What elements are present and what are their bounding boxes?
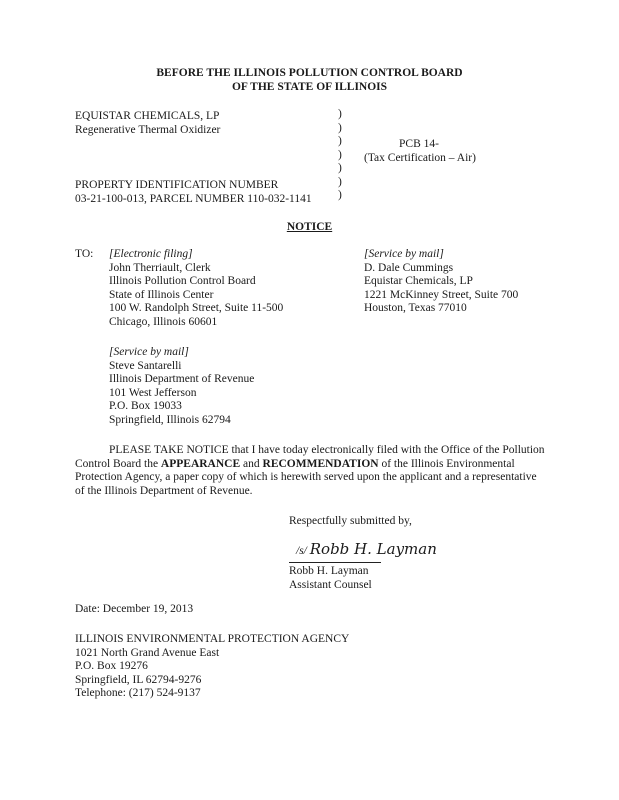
address-line: Chicago, Illinois 60601 (109, 315, 218, 328)
address-line: P.O. Box 19033 (109, 400, 182, 412)
board-title: BEFORE THE ILLINOIS POLLUTION CONTROL BOARD (156, 67, 463, 79)
recipient-mail-revenue (109, 346, 254, 427)
address-line: Steve Santarelli (109, 359, 182, 372)
agency-po-box: P.O. Box 19276 (75, 660, 148, 672)
document-title-appearance: APPEARANCE (160, 457, 241, 470)
paragraph-text: of the Illinois Environmental Protection Agency, a paper copy of which is herewith served upon the applicant and a representative of the Illinois Department of Revenue. (75, 457, 537, 497)
signer-title: Assistant Counsel (289, 579, 372, 591)
caption-parentheses (338, 108, 342, 203)
document-title-recommendation: RECOMMENDATION (262, 457, 379, 470)
agency-telephone: Telephone: (217) 524-9137 (75, 687, 201, 699)
to-label: TO: (75, 248, 94, 260)
paren: ) (338, 175, 342, 188)
notice-title: NOTICE (286, 221, 333, 233)
paren: ) (338, 135, 342, 147)
party-description: Regenerative Thermal Oxidizer (75, 124, 221, 136)
agency-block (75, 633, 349, 701)
address-line: D. Dale Cummings (364, 261, 454, 274)
signature-script: Robb H. Layman (309, 540, 437, 558)
address-line: State of Illinois Center (109, 288, 214, 301)
address-line: Houston, Texas 77010 (364, 302, 467, 314)
property-id-label: PROPERTY IDENTIFICATION NUMBER (75, 179, 279, 191)
service-method: [Service by mail] (109, 346, 189, 358)
agency-city: Springfield, IL 62794-9276 (75, 673, 202, 686)
address-line: Illinois Pollution Control Board (109, 275, 256, 287)
signature-prefix: /s/ (296, 545, 307, 557)
notice-paragraph (75, 444, 545, 498)
address-line: Springfield, Illinois 62794 (109, 413, 231, 426)
paragraph-text: and (240, 457, 263, 470)
signature-line (289, 562, 381, 563)
paren: ) (338, 189, 342, 201)
paren: ) (338, 162, 342, 174)
recipient-mail-applicant (364, 248, 518, 316)
e-signature (296, 540, 437, 559)
case-number: PCB 14- (399, 138, 439, 150)
case-type: (Tax Certification – Air) (364, 152, 476, 164)
address-line: 1221 McKinney Street, Suite 700 (364, 288, 519, 301)
closing: Respectfully submitted by, (289, 515, 412, 527)
state-title: OF THE STATE OF ILLINOIS (231, 81, 388, 93)
agency-address: 1021 North Grand Avenue East (75, 646, 220, 659)
party-name: EQUISTAR CHEMICALS, LP (75, 110, 220, 122)
service-method: [Electronic filing] (109, 248, 193, 260)
property-id-number: 03-21-100-013, PARCEL NUMBER 110-032-1141 (75, 193, 312, 205)
paren: ) (338, 108, 342, 120)
address-line: 100 W. Randolph Street, Suite 11-500 (109, 302, 284, 314)
service-method: [Service by mail] (364, 248, 444, 260)
address-line: Equistar Chemicals, LP (364, 275, 473, 287)
agency-name: ILLINOIS ENVIRONMENTAL PROTECTION AGENCY (75, 633, 350, 645)
address-line: 101 West Jefferson (109, 386, 197, 399)
paren: ) (338, 121, 342, 134)
paren: ) (338, 148, 342, 161)
signer-name: Robb H. Layman (289, 565, 369, 577)
address-line: Illinois Department of Revenue (109, 373, 255, 385)
date-line: Date: December 19, 2013 (75, 603, 194, 615)
address-line: John Therriault, Clerk (109, 261, 211, 274)
paragraph-text: PLEASE TAKE NOTICE that I have today electronically filed with the Office of the Pollution Control Board the (75, 444, 545, 470)
recipient-electronic (109, 248, 283, 329)
